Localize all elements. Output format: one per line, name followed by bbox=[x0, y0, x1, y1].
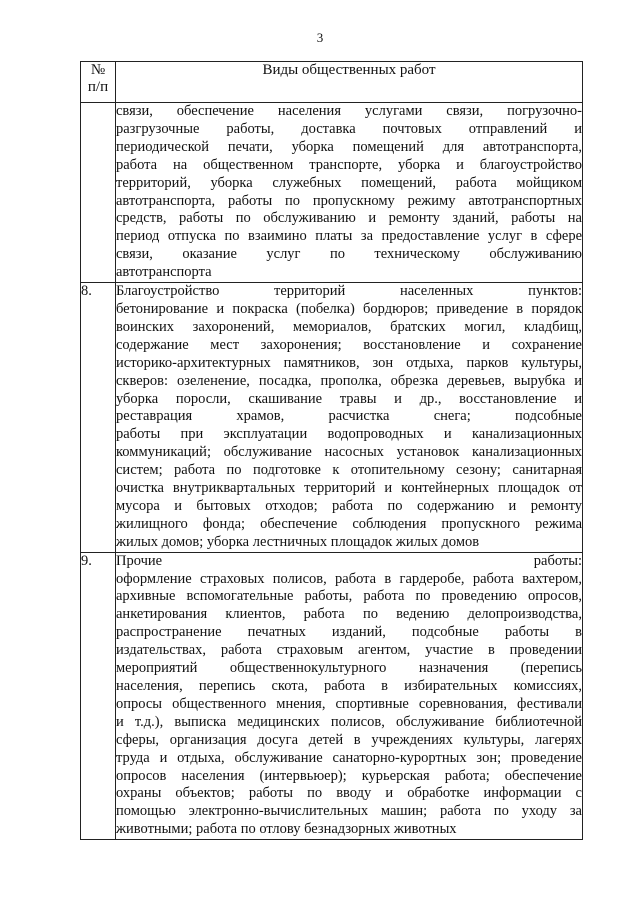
description-line: жилищного фонда; обеспечение соблюдения пропускного режима bbox=[116, 515, 582, 532]
description-line: жилых домов; уборка лестничных площадок жилых домов bbox=[116, 533, 480, 550]
description-line: населения, перепись скота, работа в избирательных комиссиях, bbox=[116, 678, 582, 694]
description-line: автотранспорта bbox=[116, 264, 212, 281]
description-line: помощью электронно-вычислительных машин; работа по уходу за bbox=[116, 803, 582, 820]
description-line: труда и отдыха, обслуживание санаторно-курортных зон; проведение bbox=[116, 749, 582, 766]
row-description bbox=[116, 103, 583, 283]
table-header-row bbox=[81, 62, 583, 103]
description-line: распространение печатных изданий, подсобные работы в bbox=[116, 624, 582, 641]
description-line: Прочие работы: bbox=[116, 552, 582, 569]
description-line: периодической печати, уборка помещений для автотранспорта, bbox=[116, 138, 582, 155]
description-line: территорий, уборка служебных помещений, работа мойщиком bbox=[116, 174, 582, 191]
description-line: содержание мест захоронения; восстановление и сохранение bbox=[116, 336, 582, 353]
description-line: разгрузочные работы, доставка почтовых отправлений и bbox=[116, 120, 582, 137]
description-line: работы при эксплуатации водопроводных и канализационных bbox=[116, 426, 582, 443]
public-works-table bbox=[80, 61, 583, 840]
description-line: скверов: озеленение, посадка, прополка, обрезка деревьев, вырубка и bbox=[116, 372, 582, 389]
description-line: автотранспорта, работы по пропускному режиму автотранспортных bbox=[116, 192, 582, 209]
description-line: анкетирования клиентов, работа по ведению делопроизводства, bbox=[116, 606, 582, 623]
table-row bbox=[81, 552, 583, 840]
description-line: издательствах, работа страховым агентом, участие в проведении bbox=[116, 642, 582, 659]
row-description bbox=[116, 283, 583, 553]
description-line: животными; работа по отлову безнадзорных животных bbox=[116, 821, 457, 838]
page-number: 3 bbox=[316, 30, 324, 45]
table-body bbox=[81, 103, 583, 840]
row-number bbox=[81, 103, 116, 283]
description-line: период отпуска по взаимино платы за предоставление услуг в сфере bbox=[116, 228, 582, 245]
description-line: уборка поросли, скашивание травы и др., восстановление и bbox=[116, 390, 582, 407]
description-line: архивные вспомогательные работы, работа по проведению опросов, bbox=[116, 588, 582, 605]
table-row bbox=[81, 283, 583, 553]
row-number: 9. bbox=[81, 552, 116, 840]
description-line: воинских захоронений, мемориалов, братских могил, кладбищ, bbox=[116, 318, 582, 335]
description-line: опросы общественного мнения, спортивные соревнования, фестивали bbox=[116, 695, 582, 712]
row-description bbox=[116, 552, 583, 840]
description-line: оформление страховых полисов, работа в гардеробе, работа вахтером, bbox=[116, 570, 582, 587]
description-line: и т.д.), выписка медицинских полисов, обслуживание библиотечной bbox=[116, 713, 582, 730]
description-line: опросов населения (интервьюер); курьерская работа; обеспечение bbox=[116, 767, 582, 784]
row-number: 8. bbox=[81, 283, 116, 553]
description-line: систем; работа по подготовке к отопительному сезону; санитарная bbox=[116, 462, 582, 479]
description-line: историко-архитектурных памятников, зон отдыха, парков культуры, bbox=[116, 354, 582, 371]
description-line: мусора и бытовых отходов; работа по содержанию и ремонту bbox=[116, 497, 582, 514]
description-line: мероприятий общественнокультурного назначения (перепись bbox=[116, 660, 582, 677]
table-row bbox=[81, 103, 583, 283]
description-line: Благоустройство территорий населенных пунктов: bbox=[116, 283, 582, 300]
header-number-abbrev: п/п bbox=[87, 79, 109, 95]
description-line: связи, оказание услуг по техническому обслуживанию bbox=[116, 246, 582, 263]
description-line: сферы, организация досуга детей в учреждениях культуры, лагерях bbox=[116, 731, 582, 748]
description-line: работа на общественном транспорте, уборка и благоустройство bbox=[116, 156, 582, 173]
header-title: Виды общественных работ bbox=[116, 62, 583, 103]
description-line: связи, обеспечение населения услугами связи, погрузочно- bbox=[116, 103, 582, 119]
description-line: охраны объектов; работы по вводу и обработке информации с bbox=[116, 785, 582, 802]
description-line: очистка внутриквартальных территорий и контейнерных площадок от bbox=[116, 480, 582, 497]
description-line: коммуникаций; обслуживание насосных установок канализационных bbox=[116, 444, 582, 461]
description-line: бетонирование и покраска (побелка) бордюров; приведение в порядок bbox=[116, 300, 582, 317]
description-line: реставрация храмов, расчистка снега; подсобные bbox=[116, 408, 582, 425]
header-number-symbol: № bbox=[90, 62, 106, 78]
header-number bbox=[81, 62, 116, 103]
description-line: средств, работы по обслуживанию и ремонту зданий, работы на bbox=[116, 210, 582, 227]
